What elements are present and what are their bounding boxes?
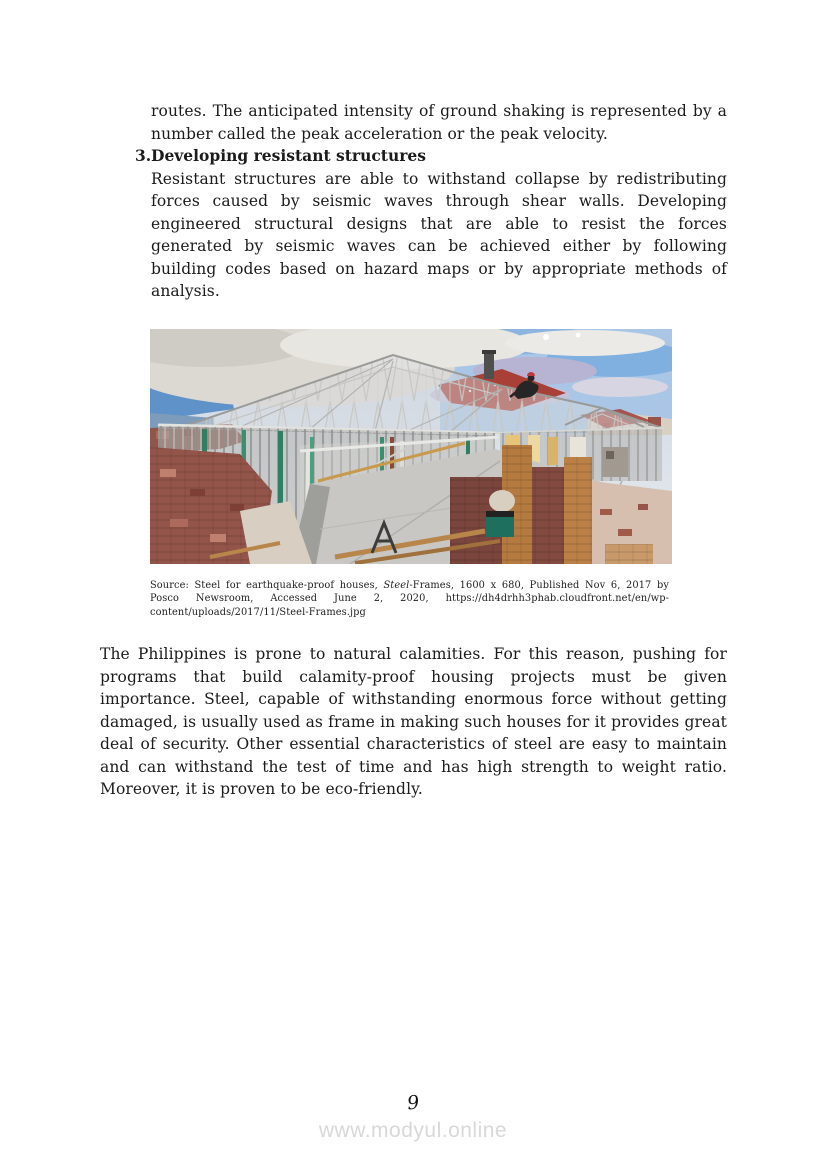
chimney bbox=[482, 350, 496, 379]
list-item-body: Resistant structures are able to withstand collapse by redistributing forces caused by seismic waves through shear walls. Developing engineered structural designs that are able to resist the forces generated by seismic waves can be achieved either by following building codes based on hazard maps or by appropriate methods of analysis. bbox=[151, 169, 727, 301]
main-paragraph: The Philippines is prone to natural calamities. For this reason, pushing for programs that build calamity-proof housing projects must be given importance. Steel, capable of withstanding enormous force without getting damaged, is usually used as frame in making such houses for it provides great deal of security. Other essential characteristics of steel are easy to maintain and can withstand the test of time and has high strength to weight ratio. Moreover, it is proven to be eco-friendly. bbox=[100, 645, 727, 799]
caption-text-2: -Frames, 1600 x 680, Published Nov 6, 2017 by Posco Newsroom, Accessed June 2, 2020, https://dh4drhh3phab.cloudfront.net/en/wp-content/uploads/2017/11/Steel-Frames.jpg bbox=[150, 579, 669, 618]
figure-caption bbox=[150, 579, 669, 619]
construction-photo bbox=[150, 329, 672, 564]
page-content bbox=[100, 100, 727, 801]
list-item-number: 3. bbox=[135, 146, 152, 166]
page-number: 9 bbox=[405, 1091, 421, 1115]
list-item-3 bbox=[100, 145, 727, 303]
figure-block bbox=[150, 329, 672, 619]
watermark: www.modyul.online bbox=[318, 1119, 508, 1142]
caption-italic-word: Steel bbox=[383, 579, 410, 591]
intro-paragraph: routes. The anticipated intensity of ground shaking is represented by a number called the peak acceleration or the peak velocity. bbox=[151, 102, 727, 143]
caption-text-1: Source: Steel for earthquake-proof houses, bbox=[150, 579, 384, 591]
list-item-heading: Developing resistant structures bbox=[151, 146, 426, 166]
